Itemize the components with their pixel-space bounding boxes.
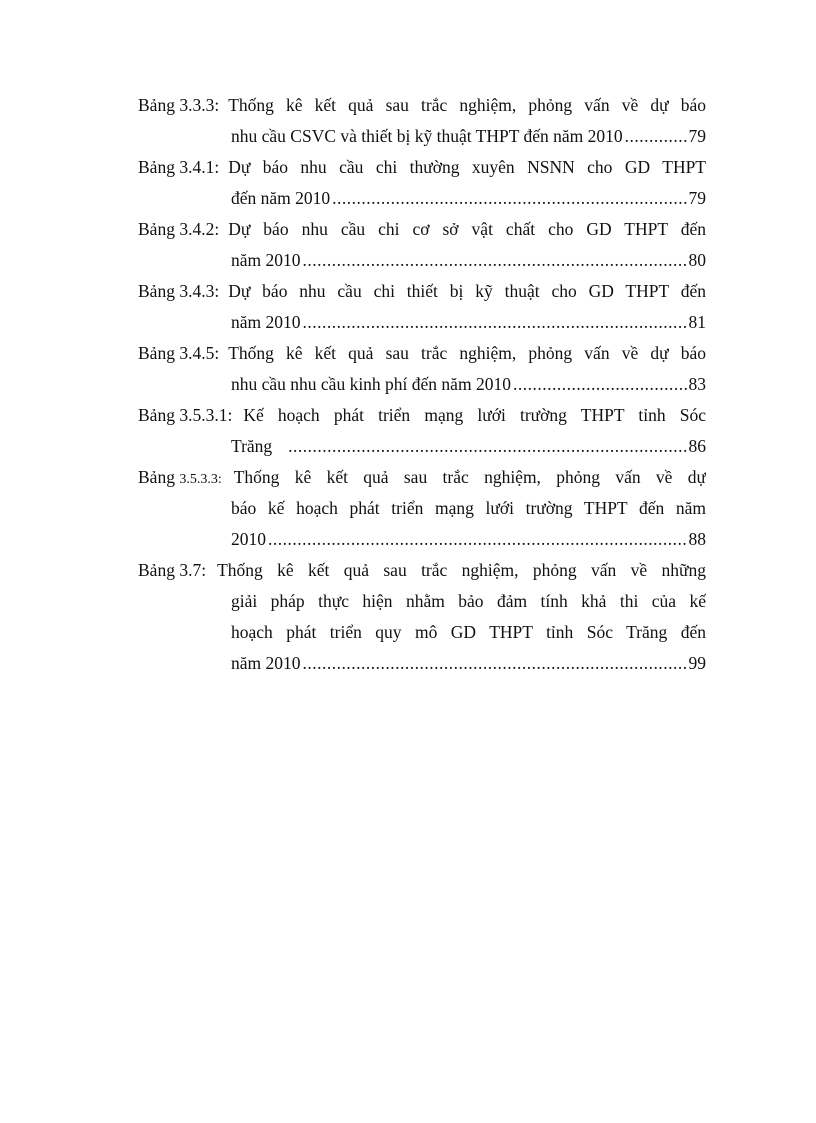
entry-label: Bảng 3.5.3.1:: [138, 405, 233, 425]
entry-title-last: năm 2010: [231, 312, 301, 332]
table-list: [138, 90, 706, 679]
entry-title-last: nhu cầu nhu cầu kinh phí đến năm 2010: [231, 374, 511, 394]
leader-dots: [288, 431, 686, 462]
toc-entry-3-7[interactable]: [138, 555, 706, 679]
leader-dots: [332, 183, 686, 214]
entry-label: Bảng 3.7:: [138, 560, 207, 580]
entry-title-line: Dự báo nhu cầu chi thiết bị kỹ thuật cho GD THPT đến: [228, 281, 706, 301]
entry-label: [138, 462, 222, 495]
entry-title-line: Thống kê kết quả sau trắc nghiệm, phỏng vấn về dự báo: [228, 343, 706, 363]
page-number: 79: [688, 188, 706, 208]
page-number: 79: [688, 126, 706, 146]
leader-dots: [513, 369, 687, 400]
entry-title-last: 2010: [231, 529, 266, 549]
entry-title-last: nhu cầu CSVC và thiết bị kỹ thuật THPT đến năm 2010: [231, 126, 623, 146]
entry-title-line: Dự báo nhu cầu chi cơ sở vật chất cho GD THPT đến: [228, 219, 706, 239]
entry-title-line: Dự báo nhu cầu chi thường xuyên NSNN cho GD THPT: [228, 157, 706, 177]
toc-entry-3-3-3[interactable]: [138, 90, 706, 152]
toc-entry-3-5-3-1[interactable]: [138, 400, 706, 462]
leader-dots: [303, 245, 687, 276]
page-number: 99: [688, 653, 706, 673]
entry-title-line: Kế hoạch phát triển mạng lưới trường THPT tỉnh Sóc: [243, 405, 706, 425]
page-number: 88: [688, 529, 706, 549]
entry-label: Bảng 3.4.2:: [138, 219, 220, 239]
entry-title-last: năm 2010: [231, 250, 301, 270]
entry-label: Bảng 3.4.5:: [138, 343, 220, 363]
entry-title-line: hoạch phát triển quy mô GD THPT tỉnh Sóc Trăng đến: [231, 622, 706, 642]
toc-entry-3-5-3-3[interactable]: [138, 462, 706, 555]
toc-entry-3-4-5[interactable]: [138, 338, 706, 400]
toc-entry-3-4-1[interactable]: [138, 152, 706, 214]
leader-dots: [625, 121, 687, 152]
leader-dots: [303, 648, 687, 679]
entry-title-line: giải pháp thực hiện nhằm bảo đảm tính khả thi của kế: [231, 591, 706, 611]
entry-label-number: 3.5.3.3:: [179, 472, 222, 487]
entry-title-last: đến năm 2010: [231, 188, 331, 208]
entry-label-main: Bảng: [138, 467, 180, 487]
entry-label: Bảng 3.3.3:: [138, 95, 220, 115]
toc-entry-3-4-2[interactable]: [138, 214, 706, 276]
entry-title-line: báo kế hoạch phát triển mạng lưới trường THPT đến năm: [231, 498, 706, 518]
entry-title-line: Thống kê kết quả sau trắc nghiệm, phỏng vấn về dự báo: [228, 95, 706, 115]
entry-title-line: Thống kê kết quả sau trắc nghiệm, phỏng vấn về những: [217, 560, 706, 580]
leader-dots: [268, 524, 687, 555]
entry-label: Bảng 3.4.1:: [138, 157, 220, 177]
entry-title-line: Thống kê kết quả sau trắc nghiệm, phỏng vấn về dự: [233, 467, 706, 487]
page-number: 80: [688, 250, 706, 270]
leader-dots: [303, 307, 687, 338]
page-number: 83: [688, 374, 706, 394]
entry-label: Bảng 3.4.3:: [138, 281, 220, 301]
page-number: 86: [688, 436, 706, 456]
entry-title-last: năm 2010: [231, 653, 301, 673]
entry-title-last: Trăng: [231, 436, 273, 456]
page-number: 81: [688, 312, 706, 332]
toc-entry-3-4-3[interactable]: [138, 276, 706, 338]
